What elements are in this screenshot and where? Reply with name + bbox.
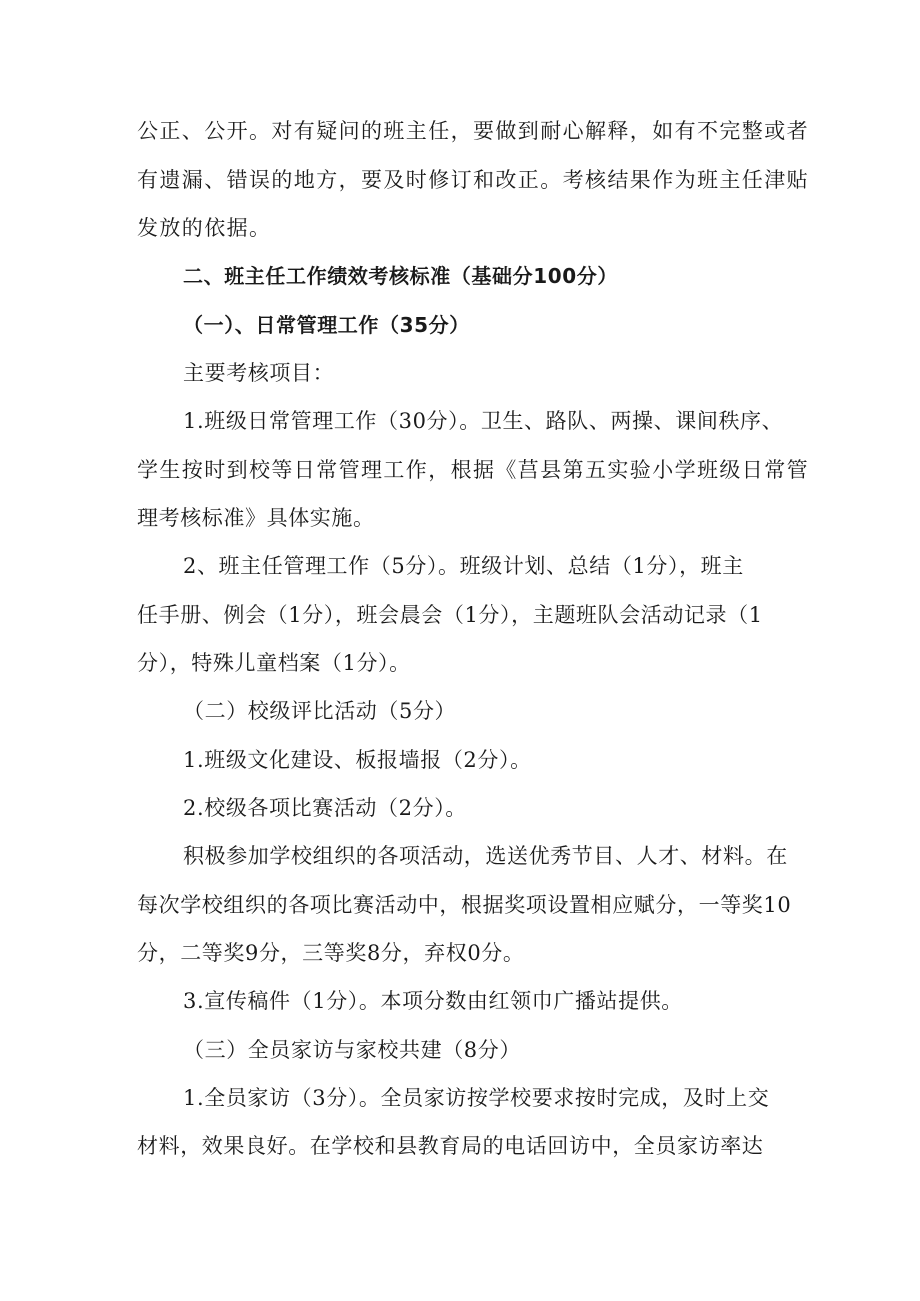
paragraph-line: 任手册、例会（1分），班会晨会（1分），主题班队会活动记录（1 (137, 603, 763, 627)
section-heading: 二、班主任工作绩效考核标准（基础分100分） (183, 264, 618, 288)
list-item: 1.班级日常管理工作（30分）。卫生、路队、两操、课间秩序、 (183, 409, 784, 433)
paragraph-line: 分），特殊儿童档案（1分）。 (137, 651, 411, 675)
subsection-heading: （三）全员家访与家校共建（8分） (183, 1038, 521, 1062)
paragraph-line: 发放的依据。 (137, 216, 272, 240)
list-item: 3.宣传稿件（1分）。本项分数由红领巾广播站提供。 (183, 989, 683, 1013)
list-item: 2.校级各项比赛活动（2分）。 (183, 796, 467, 820)
paragraph-line: 分，二等奖9分，三等奖8分，弃权0分。 (137, 941, 525, 965)
paragraph-line: 积极参加学校组织的各项活动，选送优秀节目、人才、材料。在 (183, 844, 788, 868)
paragraph-line: 主要考核项目： (183, 361, 335, 385)
subsection-heading: （二）校级评比活动（5分） (183, 699, 457, 723)
paragraph-line: 学生按时到校等日常管理工作，根据《莒县第五实验小学班级日常管 (137, 458, 809, 482)
paragraph-line: 有遗漏、错误的地方，要及时修订和改正。考核结果作为班主任津贴 (137, 168, 809, 192)
list-item: 2、班主任管理工作（5分）。班级计划、总结（1分），班主 (183, 554, 744, 578)
paragraph-line: 材料，效果良好。在学校和县教育局的电话回访中，全员家访率达 (137, 1134, 764, 1158)
list-item: 1.全员家访（3分）。全员家访按学校要求按时完成，及时上交 (183, 1086, 770, 1110)
paragraph-line: 每次学校组织的各项比赛活动中，根据奖项设置相应赋分，一等奖10 (137, 893, 792, 917)
subsection-heading: （一）、日常管理工作（35分） (183, 313, 470, 337)
paragraph-line: 理考核标准》具体实施。 (137, 506, 375, 530)
list-item: 1.班级文化建设、板报墙报（2分）。 (183, 748, 532, 772)
paragraph-line: 公正、公开。对有疑问的班主任，要做到耐心解释，如有不完整或者 (137, 119, 809, 143)
